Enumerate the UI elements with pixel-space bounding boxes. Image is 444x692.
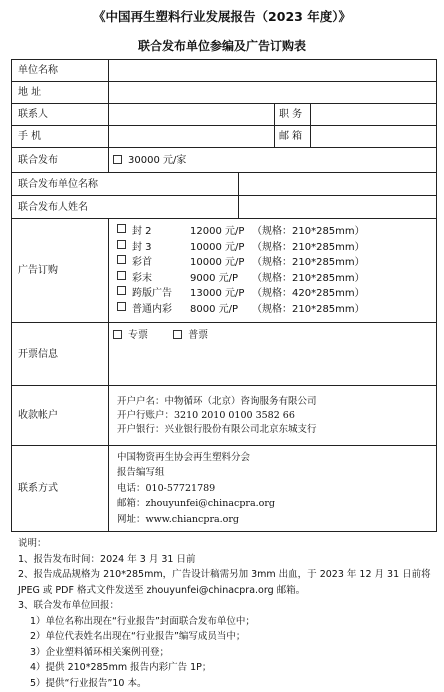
joint-release-checkbox[interactable] bbox=[113, 155, 122, 164]
note-sub-item: 4）提供 210*285mm 报告内彩广告 1P； bbox=[30, 662, 212, 673]
ad-option[interactable] bbox=[117, 302, 432, 318]
special-invoice-checkbox[interactable] bbox=[113, 330, 122, 339]
contact-field[interactable] bbox=[109, 104, 275, 126]
position-label: 职 务 bbox=[275, 104, 311, 126]
ad-name: 彩末 bbox=[132, 272, 152, 284]
form-title: 联合发布单位参编及广告订购表 bbox=[137, 39, 306, 53]
joint-release-person-field[interactable] bbox=[239, 196, 437, 219]
notes-section bbox=[18, 536, 438, 691]
contact-phone: 电话：010-57721789 bbox=[117, 482, 216, 494]
ad-price: 13000 元/P bbox=[190, 288, 245, 299]
ad-option[interactable] bbox=[117, 271, 432, 287]
contact-method-label: 联系方式 bbox=[12, 446, 109, 532]
ad-name: 普通内彩 bbox=[132, 303, 172, 315]
ad-spec: （规格：420*285mm） bbox=[252, 288, 365, 299]
address-field[interactable] bbox=[109, 82, 437, 104]
account-number: 开户行账户：3210 2010 0100 3582 66 bbox=[117, 409, 295, 421]
ad-option[interactable] bbox=[117, 286, 432, 302]
ad-option[interactable] bbox=[117, 255, 432, 271]
joint-release-label: 联合发布 bbox=[12, 148, 109, 173]
position-field[interactable] bbox=[311, 104, 437, 126]
unit-name-field[interactable] bbox=[109, 60, 437, 82]
account-label: 收款帐户 bbox=[12, 386, 109, 446]
contact-group: 报告编写组 bbox=[117, 467, 165, 479]
ad-order-label: 广告订购 bbox=[12, 219, 109, 323]
note-item: JPEG 或 PDF 格式文件发送至 zhouyunfei@chinacpra.org 邮箱。 bbox=[18, 584, 306, 596]
note-sub-item: 3）企业塑料循环相关案例刊登； bbox=[30, 646, 170, 658]
email-label: 邮 箱 bbox=[275, 126, 311, 148]
account-bank: 开户银行：兴业银行股份有限公司北京东城支行 bbox=[117, 423, 317, 435]
ad-price: 10000 元/P bbox=[190, 257, 245, 268]
contact-website[interactable]: 网址：www.chiancpra.org bbox=[117, 513, 240, 525]
address-label: 地 址 bbox=[12, 82, 109, 104]
note-sub-item: 2）单位代表姓名出现在“行业报告”编写成员当中； bbox=[30, 631, 246, 642]
contact-org: 中国物资再生协会再生塑料分会 bbox=[117, 451, 251, 463]
checkbox-icon[interactable] bbox=[117, 271, 126, 280]
email-field[interactable] bbox=[311, 126, 437, 148]
unit-name-label: 单位名称 bbox=[12, 60, 109, 82]
joint-release-option[interactable] bbox=[109, 148, 437, 173]
contact-info bbox=[109, 446, 437, 532]
order-form-table bbox=[11, 59, 437, 532]
invoice-options bbox=[109, 323, 437, 386]
ad-name: 彩首 bbox=[132, 257, 152, 268]
mobile-field[interactable] bbox=[109, 126, 275, 148]
account-info bbox=[109, 386, 437, 446]
ad-spec: （规格：210*285mm） bbox=[252, 257, 365, 268]
mobile-label: 手 机 bbox=[12, 126, 109, 148]
normal-invoice-label: 普票 bbox=[188, 330, 209, 341]
note-item: 1、报告发布时间：2024 年 3 月 31 日前 bbox=[18, 553, 196, 565]
note-item: 3、联合发布单位回报： bbox=[18, 600, 120, 611]
joint-release-person-label: 联合发布人姓名 bbox=[12, 196, 239, 219]
ad-spec: （规格：210*285mm） bbox=[252, 226, 365, 237]
note-sub-item: 5）提供“行业报告”10 本。 bbox=[30, 677, 147, 689]
ad-name: 封 3 bbox=[132, 241, 152, 253]
ad-price: 12000 元/P bbox=[190, 226, 245, 237]
ad-option[interactable] bbox=[117, 224, 432, 240]
special-invoice-label: 专票 bbox=[128, 330, 148, 341]
ad-name: 封 2 bbox=[132, 226, 152, 237]
ad-price: 9000 元/P bbox=[190, 272, 239, 284]
ad-spec: （规格：210*285mm） bbox=[252, 303, 365, 315]
invoice-choice-row bbox=[113, 329, 208, 342]
invoice-label: 开票信息 bbox=[12, 323, 109, 386]
ad-spec: （规格：210*285mm） bbox=[252, 241, 365, 253]
account-holder: 开户户名：中物循环（北京）咨询服务有限公司 bbox=[117, 395, 317, 407]
ad-option[interactable] bbox=[117, 240, 432, 256]
joint-release-price: 30000 元/家 bbox=[128, 154, 187, 166]
checkbox-icon[interactable] bbox=[117, 302, 126, 311]
ad-options bbox=[109, 219, 437, 323]
checkbox-icon[interactable] bbox=[117, 240, 126, 249]
ad-price: 8000 元/P bbox=[190, 303, 239, 315]
ad-name: 跨版广告 bbox=[132, 288, 172, 299]
report-title: 《中国再生塑料行业发展报告（2023 年度）》 bbox=[93, 9, 351, 24]
contact-email[interactable]: 邮箱：zhouyunfei@chinacpra.org bbox=[117, 498, 275, 510]
note-sub-item: 1）单位名称出现在“行业报告”封面联合发布单位中； bbox=[30, 615, 255, 627]
ad-spec: （规格：210*285mm） bbox=[252, 272, 365, 284]
checkbox-icon[interactable] bbox=[117, 255, 126, 264]
notes-heading: 说明： bbox=[18, 538, 47, 549]
checkbox-icon[interactable] bbox=[117, 286, 126, 295]
ad-price: 10000 元/P bbox=[190, 241, 245, 253]
note-item: 2、报告成品规格为 210*285mm，广告设计稿需另加 3mm 出血，于 2023 年 12 月 31 日前将 bbox=[18, 569, 431, 580]
normal-invoice-checkbox[interactable] bbox=[173, 330, 182, 339]
joint-release-unit-field[interactable] bbox=[239, 173, 437, 196]
checkbox-icon[interactable] bbox=[117, 224, 126, 233]
contact-label: 联系人 bbox=[12, 104, 109, 126]
joint-release-unit-label: 联合发布单位名称 bbox=[12, 173, 239, 196]
